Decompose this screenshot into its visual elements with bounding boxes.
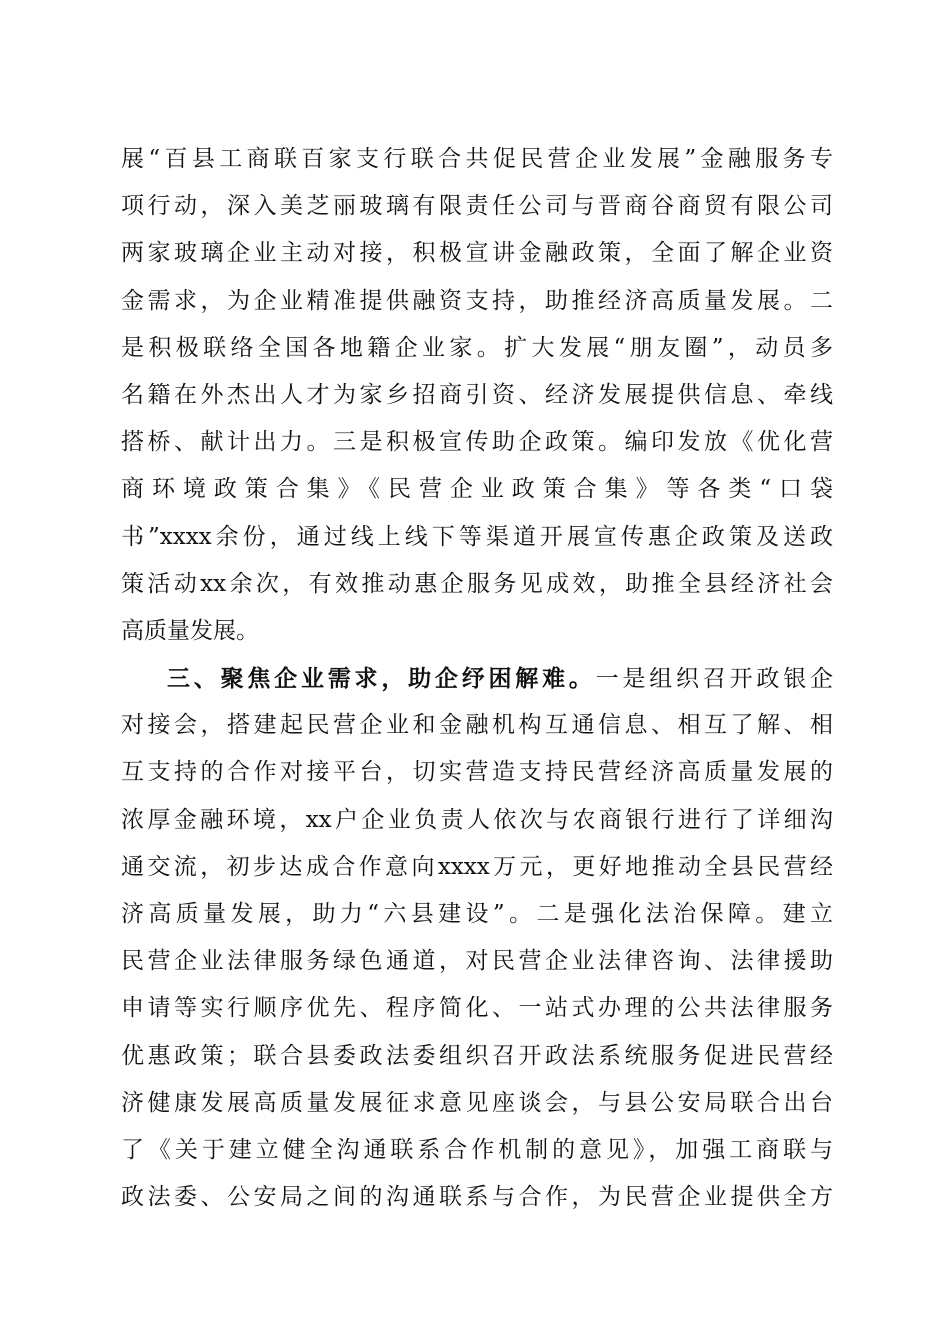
text-line: 政法委、公安局之间的沟通联系与合作，为民营企业提供全方 (121, 1184, 833, 1211)
text-line: 互支持的合作对接平台，切实营造支持民营经济高质量发展的 (121, 759, 833, 786)
text-line (121, 655, 833, 702)
text-line: 搭桥、献计出力。三是积极宣传助企政策。编印发放《优化营 (121, 429, 833, 456)
text-span: 一是组织召开政银企 (595, 666, 833, 693)
paragraph-1 (121, 136, 833, 655)
section-heading: 三、聚焦企业需求，助企纾困解难。 (167, 665, 596, 693)
text-line: 高质量发展。 (121, 617, 259, 644)
text-line: 是积极联络全国各地籍企业家。扩大发展“朋友圈”，动员多 (121, 334, 833, 361)
text-line: 了《关于建立健全沟通联系合作机制的意见》，加强工商联与 (121, 1136, 833, 1163)
text-line: 济高质量发展，助力“六县建设”。二是强化法治保障。建立 (121, 901, 833, 927)
text-line: 民营企业法律服务绿色通道，对民营企业法律咨询、法律援助 (121, 948, 833, 975)
text-line: 金需求，为企业精准提供融资支持，助推经济高质量发展。二 (121, 287, 833, 314)
text-line: 两家玻璃企业主动对接，积极宣讲金融政策，全面了解企业资 (121, 240, 833, 267)
text-line: 展“百县工商联百家支行联合共促民营企业发展”金融服务专 (121, 146, 833, 172)
text-line: 济健康发展高质量发展征求意见座谈会，与县公安局联合出台 (121, 1089, 833, 1116)
document-body (121, 136, 833, 1221)
text-line: 对接会，搭建起民营企业和金融机构互通信息、相互了解、相 (121, 712, 833, 739)
text-line: 优惠政策；联合县委政法委组织召开政法系统服务促进民营经 (121, 1042, 833, 1069)
text-line: 项行动，深入美芝丽玻璃有限责任公司与晋商谷商贸有限公司 (121, 193, 833, 220)
text-line: 申请等实行顺序优先、程序简化、一站式办理的公共法律服务 (121, 995, 833, 1022)
text-line: 通交流，初步达成合作意向xxxx万元，更好地推动全县民营经 (121, 853, 833, 880)
text-line: 名籍在外杰出人才为家乡招商引资、经济发展提供信息、牵线 (121, 381, 833, 408)
text-line: 策活动xx余次，有效推动惠企服务见成效，助推全县经济社会 (121, 570, 833, 597)
text-line: 书”xxxx余份，通过线上线下等渠道开展宣传惠企政策及送政 (121, 523, 833, 550)
text-line: 浓厚金融环境，xx户企业负责人依次与农商银行进行了详细沟 (121, 806, 833, 833)
paragraph-2 (121, 655, 833, 1221)
text-line: 商环境政策合集》《民营企业政策合集》等各类“口袋 (121, 476, 833, 503)
